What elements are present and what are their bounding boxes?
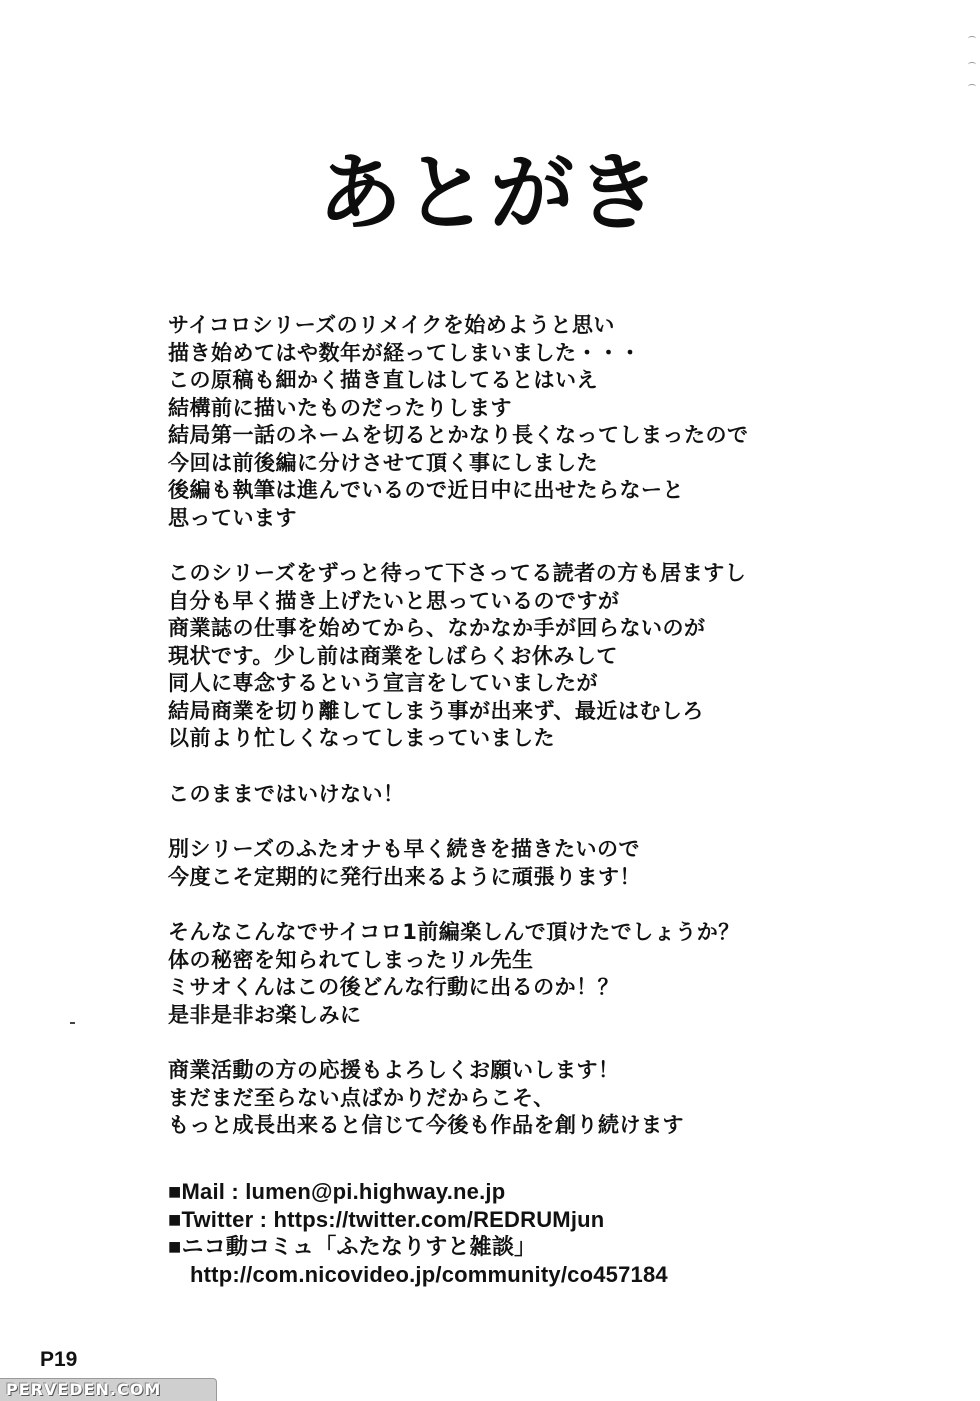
text-line: 結構前に描いたものだったりします: [168, 395, 512, 420]
text-line: 後編も執筆は進んでいるので近日中に出せたらなーと: [168, 478, 684, 502]
text-line: サイコロシリーズのリメイクを始めようと思い: [168, 313, 615, 337]
page-title: あとがき: [317, 144, 662, 242]
text-line: 体の秘密を知られてしまったリル先生: [168, 947, 534, 972]
scan-edge-mark: [968, 36, 976, 41]
mail-line: ■Mail : lumen@pi.highway.ne.jp: [168, 1179, 506, 1204]
site-watermark: PERVEDEN.COM: [0, 1378, 217, 1401]
text-line: 結局商業を切り離してしまう事が出来ず、最近はむしろ: [168, 698, 704, 723]
text-line: ミサオくんはこの後どんな行動に出るのか！？: [168, 975, 620, 999]
paragraph-6: [168, 1057, 928, 1140]
text-line: 描き始めてはや数年が経ってしまいました・・・: [168, 340, 641, 365]
afterword-body: [168, 312, 928, 1168]
paragraph-2: [168, 560, 928, 753]
paragraph-3: [168, 781, 928, 809]
nico-community-label: ■ニコ動コミュ「ふたなりすと雑談」: [168, 1234, 537, 1259]
text-line: 思っています: [168, 505, 297, 530]
text-line: このままではいけない！: [168, 781, 405, 806]
text-line: まだまだ至らない点ばかりだからこそ、: [168, 1085, 555, 1110]
text-line: 商業誌の仕事を始めてから、なかなか手が回らないのが: [168, 616, 706, 640]
text-line: このシリーズをずっと待って下さってる読者の方も居ますし: [168, 561, 747, 585]
text-line: もっと成長出来ると信じて今後も作品を創り続けます: [168, 1113, 684, 1137]
text-line: 現状です。少し前は商業をしばらくお休みして: [168, 643, 618, 668]
text-line: 結局第一話のネームを切るとかなり長くなってしまったので: [168, 423, 749, 447]
text-line: 自分も早く描き上げたいと思っているのですが: [168, 588, 620, 613]
paragraph-1: [168, 312, 928, 532]
contact-info: [168, 1178, 668, 1288]
text-line: 別シリーズのふたオナも早く続きを描きたいので: [168, 837, 640, 861]
text-line: 今度こそ定期的に発行出来るように頑張ります！: [168, 864, 641, 889]
text-line: 今回は前後編に分けさせて頂く事にしました: [168, 450, 598, 475]
scan-speck: [70, 1022, 75, 1024]
twitter-line: ■Twitter : https://twitter.com/REDRUMjun: [168, 1206, 605, 1232]
nico-community-url: http://com.nicovideo.jp/community/co457184: [190, 1261, 668, 1287]
paragraph-4: [168, 836, 928, 891]
scan-edge-mark: [968, 62, 976, 67]
text-line: この原稿も細かく描き直しはしてるとはいえ: [168, 368, 598, 392]
text-line: 同人に専念するという宣言をしていましたが: [168, 671, 598, 695]
text-line: そんなこんなでサイコロ1前編楽しんで頂けたでしょうか？: [168, 920, 740, 944]
text-line: 是非是非お楽しみに: [168, 1002, 362, 1027]
text-line: 以前より忙しくなってしまっていました: [168, 726, 555, 750]
paragraph-5: [168, 919, 928, 1029]
scan-edge-mark: [968, 84, 976, 89]
text-line: 商業活動の方の応援もよろしくお願いします！: [168, 1058, 620, 1082]
page-number: P19: [40, 1348, 78, 1371]
